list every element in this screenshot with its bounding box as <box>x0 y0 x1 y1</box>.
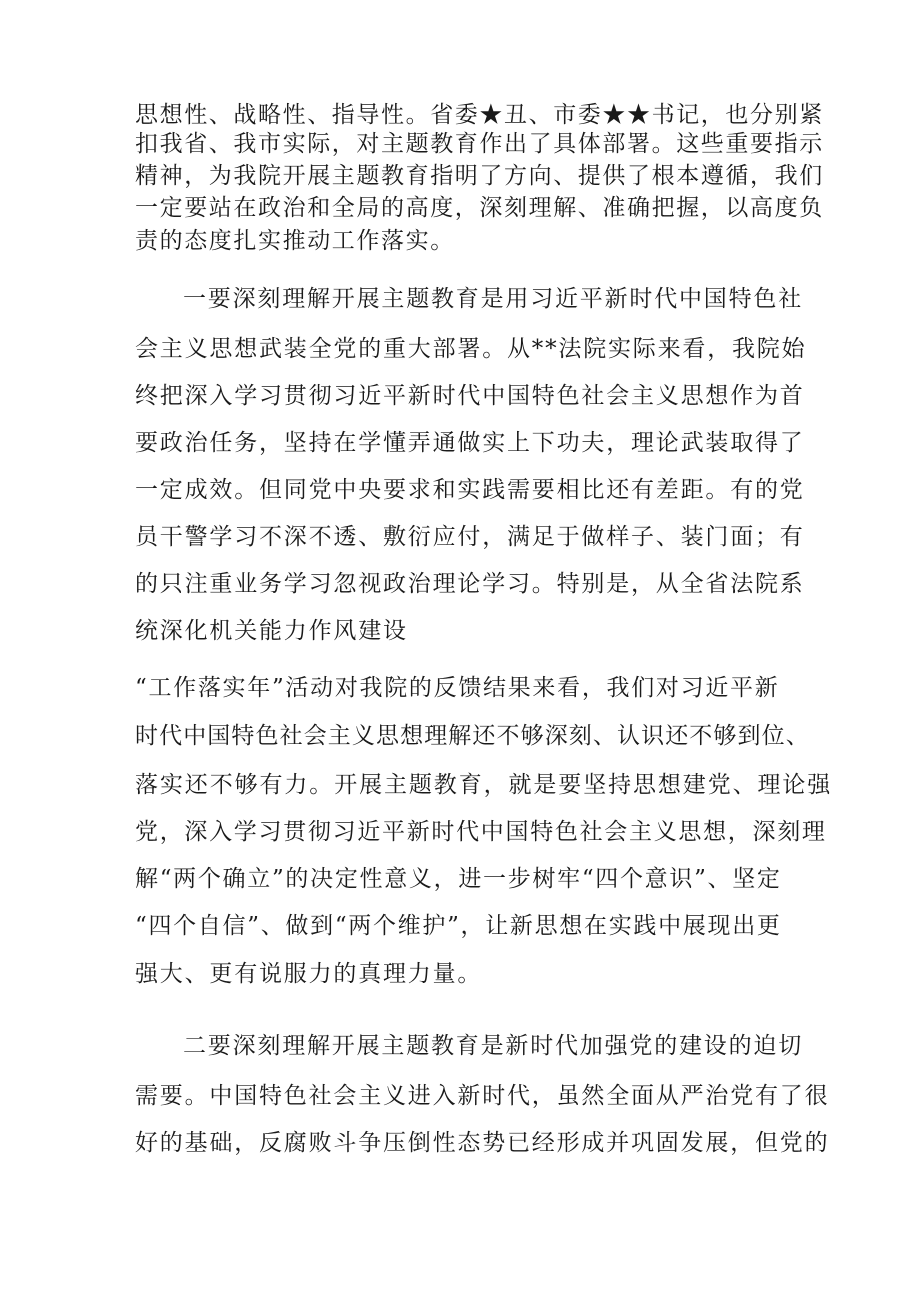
paragraph-line: 党，深入学习贯彻习近平新时代中国特色社会主义思想，深刻理 <box>135 819 827 845</box>
paragraph-line: 员干警学习不深不透、敷衍应付，满足于做样子、装门面；有 <box>135 524 805 550</box>
paragraph-line: 一要深刻理解开展主题教育是用习近平新时代中国特色社 <box>183 286 803 312</box>
paragraph-line: 思想性、战略性、指导性。省委★丑、市委★★书记，也分别紧 <box>135 102 824 128</box>
paragraph-line: 强大、更有说服力的真理力量。 <box>135 961 483 987</box>
paragraph-line: 的只注重业务学习忽视政治理论学习。特别是，从全省法院系 <box>135 571 805 597</box>
paragraph-line: “四个自信”、做到“两个维护”，让新思想在实践中展现出更 <box>135 913 782 939</box>
paragraph-line: 终把深入学习贯彻习近平新时代中国特色社会主义思想作为首 <box>135 383 805 409</box>
paragraph-line: 二要深刻理解开展主题教育是新时代加强党的建设的迫切 <box>183 1033 803 1059</box>
paragraph-line: 好的基础，反腐败斗争压倒性态势已经形成并巩固发展，但党的 <box>135 1130 830 1156</box>
paragraph-line: 要政治任务，坚持在学懂弄通做实上下功夫，理论武装取得了 <box>135 430 805 456</box>
paragraph-line: “工作落实年”活动对我院的反馈结果来看，我们对习近平新 <box>135 675 780 701</box>
paragraph-line: 一定要站在政治和全局的高度，深刻理解、准确把握，以高度负 <box>135 195 824 221</box>
paragraph-line: 责的态度扎实推动工作落实。 <box>135 228 455 254</box>
paragraph-line: 会主义思想武装全党的重大部署。从**法院实际来看，我院始 <box>135 336 807 362</box>
paragraph-line: 精神，为我院开展主题教育指明了方向、提供了根本遵循，我们 <box>135 163 824 189</box>
paragraph-line: 落实还不够有力。开展主题教育，就是要坚持思想建党、理论强 <box>135 772 833 798</box>
paragraph-line: 扣我省、我市实际，对主题教育作出了具体部署。这些重要指示 <box>135 131 824 157</box>
paragraph-line: 一定成效。但同党中央要求和实践需要相比还有差距。有的党 <box>135 477 805 503</box>
paragraph-line: 统深化机关能力作风建设 <box>135 618 408 644</box>
paragraph-line: 需要。中国特色社会主义进入新时代，虽然全面从严治党有了很 <box>135 1083 830 1109</box>
paragraph-line: 时代中国特色社会主义思想理解还不够深刻、认识还不够到位、 <box>135 723 810 749</box>
paragraph-line: 解“两个确立”的决定性意义，进一步树牢“四个意识”、坚定 <box>135 866 782 892</box>
